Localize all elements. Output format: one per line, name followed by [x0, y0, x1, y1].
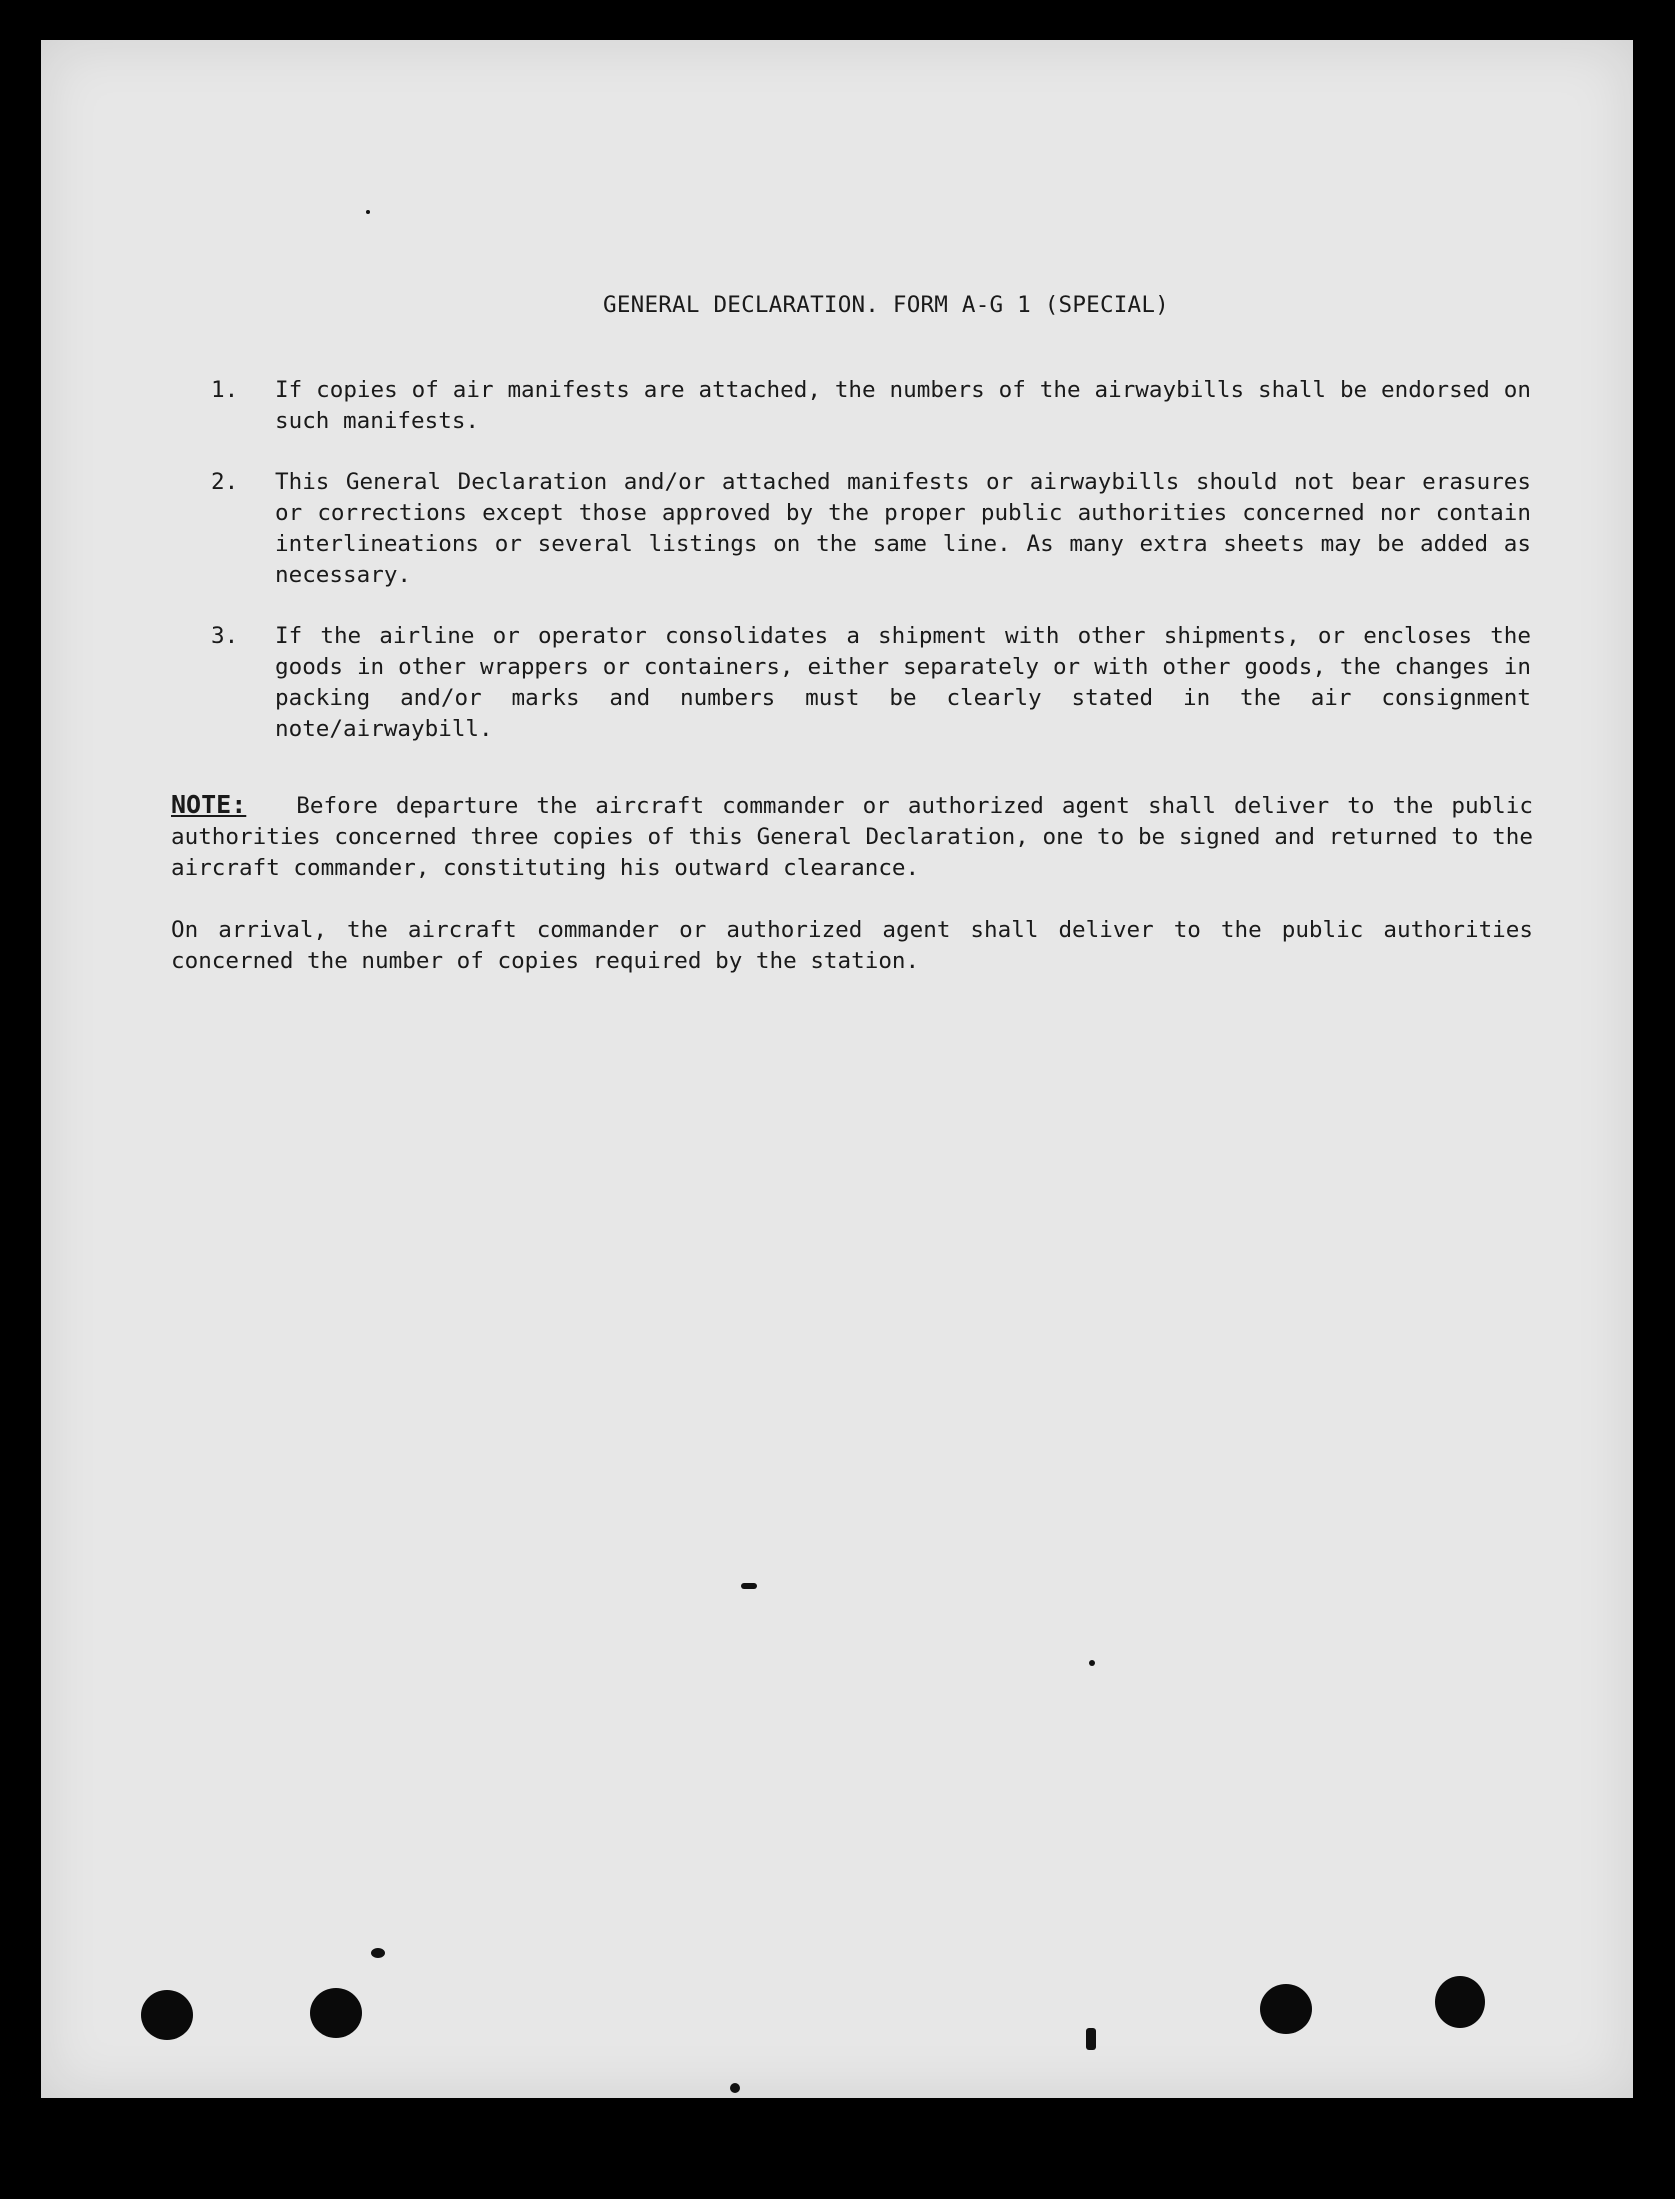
punch-hole-right-2 [1435, 1976, 1485, 2028]
item-number: 1. [211, 377, 239, 403]
ink-speck [730, 2083, 740, 2093]
item-text: If the airline or operator consolidates a shipment with other shipments, or encloses the goods in other wrappers or containers, either separately or with other goods, the changes in packing and/or marks and numbers must be clearly stated in the air consignment note/airwaybill. [275, 623, 1531, 742]
punch-hole-right-1 [1260, 1984, 1312, 2034]
instruction-item-1 [171, 375, 1531, 437]
instruction-item-3 [171, 621, 1531, 745]
item-text: This General Declaration and/or attached manifests or airwaybills should not bear erasures or corrections except those approved by the proper public authorities concerned nor contain interlineations or several listings on the same line. As many extra sheets may be added as necessary. [275, 469, 1531, 588]
punch-hole-left-1 [141, 1990, 193, 2040]
note-label: NOTE: [171, 790, 247, 819]
item-text: If copies of air manifests are attached, the numbers of the airwaybills shall be endorsed on such manifests. [275, 377, 1531, 434]
document-title: GENERAL DECLARATION. FORM A-G 1 (SPECIAL) [603, 292, 1169, 318]
document-body [171, 290, 1531, 977]
arrival-paragraph: On arrival, the aircraft commander or authorized agent shall deliver to the public authorities concerned the number of copies required by the station. [171, 917, 1533, 974]
ink-speck [371, 1948, 385, 1958]
paper-sheet [41, 40, 1633, 2098]
note-text: Before departure the aircraft commander or authorized agent shall deliver to the public authorities concerned three copies of this General Declaration, one to be signed and returned to the aircraft commander, constituting his outward clearance. [171, 793, 1533, 881]
ink-speck [1089, 1660, 1095, 1666]
instruction-item-2 [171, 467, 1531, 591]
punch-hole-left-2 [310, 1988, 362, 2038]
item-number: 2. [211, 469, 239, 495]
ink-speck [366, 210, 370, 214]
item-number: 3. [211, 623, 239, 649]
ink-speck [1086, 2028, 1096, 2050]
note-paragraph [171, 789, 1533, 884]
ink-speck [741, 1583, 757, 1589]
